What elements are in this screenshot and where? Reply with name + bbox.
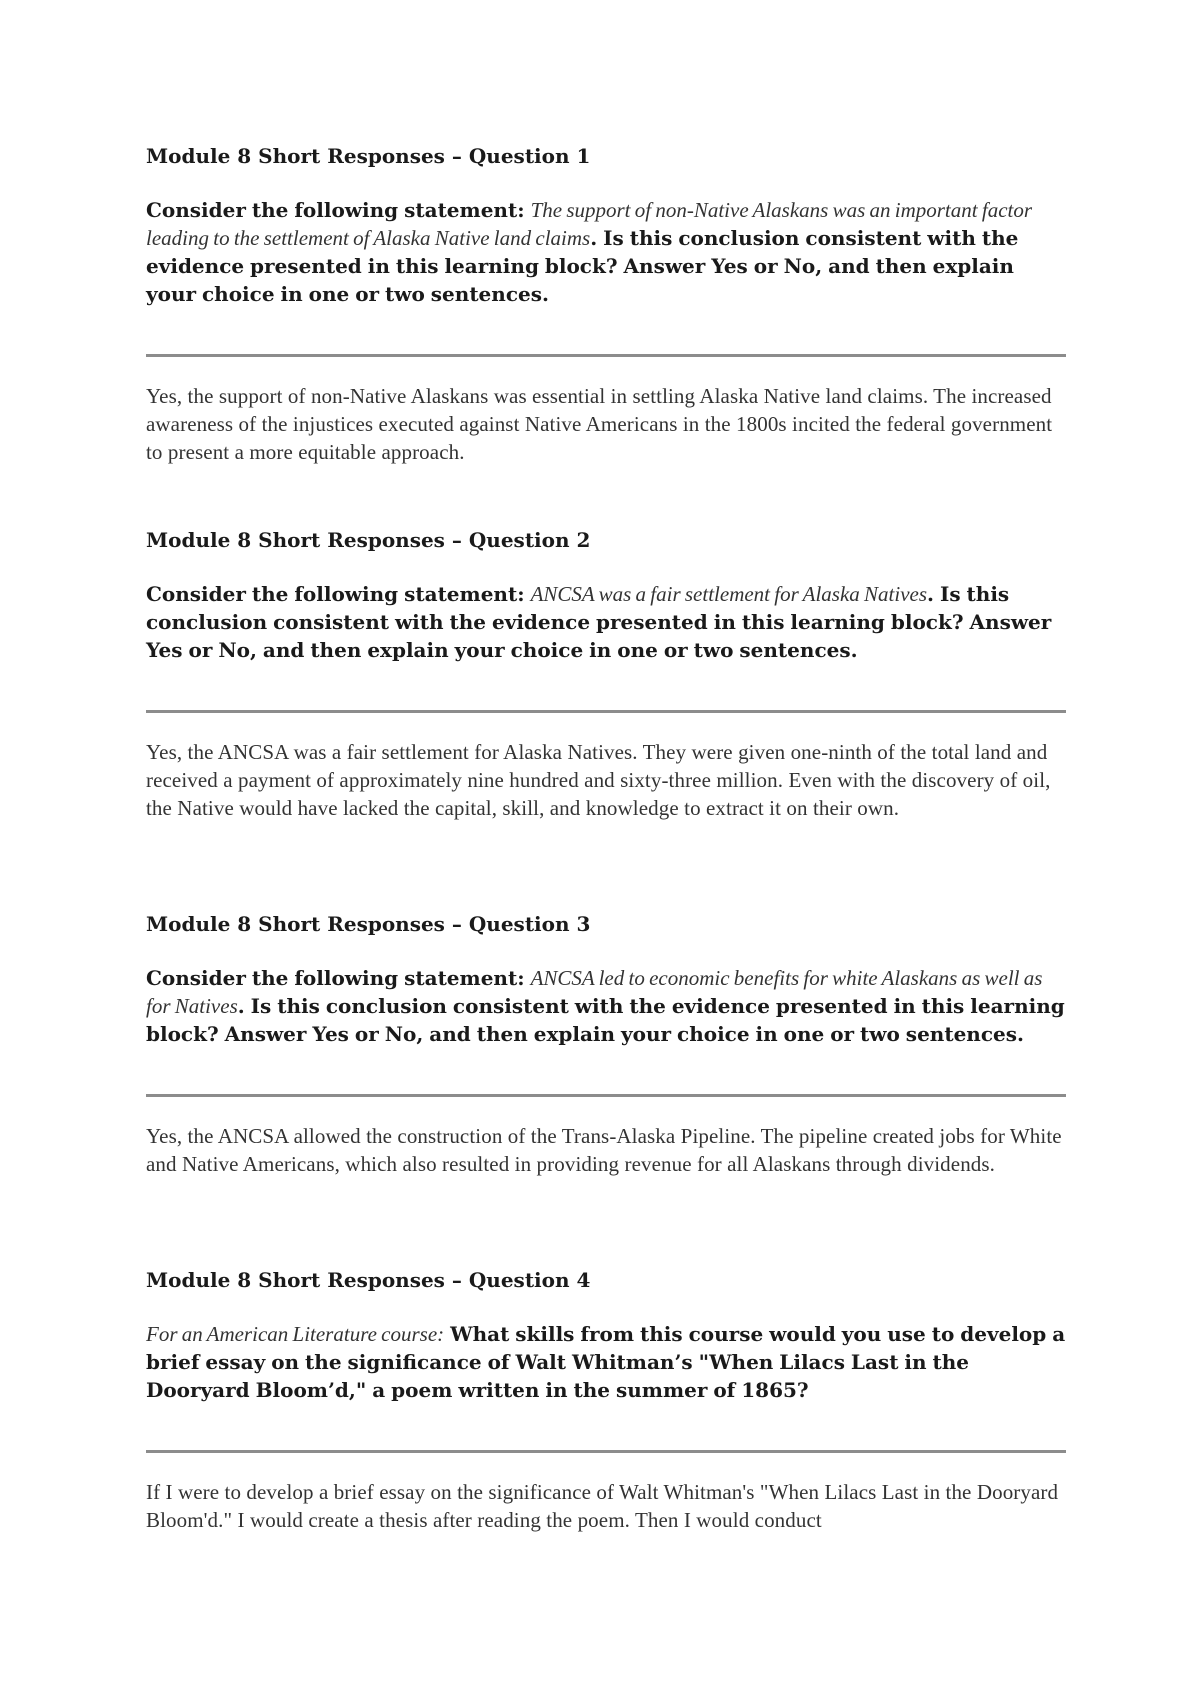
question-3-section [146, 910, 1066, 1048]
question-3-answer: Yes, the ANCSA allowed the construction of the Trans-Alaska Pipeline. The pipeline created jobs for White and Native Americans, which also resulted in providing revenue for all Alaskans through dividends. [146, 1124, 1062, 1176]
question-3-answer-section [146, 1122, 1066, 1178]
question-2-answer-section [146, 738, 1066, 822]
question-4-course-context: For an American Literature course: [146, 1322, 445, 1346]
question-4-divider [146, 1450, 1066, 1453]
question-2-lead: Consider the following statement: [146, 582, 525, 606]
question-1-section [146, 142, 1066, 308]
question-3-statement: ANCSA led to economic benefits for white Alaskans as well as for Natives [146, 966, 1043, 1018]
question-4-instruction: What skills from this course would you use to develop a brief essay on the significance of Walt Whitman’s "When Lilacs Last in the Dooryard Bloom’d," a poem written in the summer of 1865? [146, 1322, 1066, 1402]
question-3-divider [146, 1094, 1066, 1097]
question-4-answer: If I were to develop a brief essay on the significance of Walt Whitman's "When Lilacs Last in the Dooryard Bloom'd." I would create a thesis after reading the poem. Then I would conduct [146, 1480, 1059, 1532]
question-1-divider [146, 354, 1066, 357]
question-1-statement: The support of non-Native Alaskans was an important factor leading to the settlement of Alaska Native land claims [146, 198, 1033, 250]
question-2-heading: Module 8 Short Responses – Question 2 [146, 528, 591, 552]
question-1-lead: Consider the following statement: [146, 198, 525, 222]
question-4-prompt [146, 1320, 1066, 1404]
question-2-section [146, 526, 1066, 664]
question-1-prompt [146, 196, 1066, 308]
question-1-answer: Yes, the support of non-Native Alaskans was essential in settling Alaska Native land claims. The increased awareness of the injustices executed against Native Americans in the 1800s incited the federal government to present a more equitable approach. [146, 384, 1053, 464]
question-2-answer: Yes, the ANCSA was a fair settlement for Alaska Natives. They were given one-ninth of the total land and received a payment of approximately nine hundred and sixty-three million. Even with the discovery of oil, the Native would have lacked the capital, skill, and knowledge to extract it on their own. [146, 740, 1051, 820]
question-1-answer-section [146, 382, 1066, 466]
question-3-instruction: . Is this conclusion consistent with the evidence presented in this learning block? Answer Yes or No, and then explain your choice in one or two sentences. [146, 994, 1065, 1046]
question-2-prompt [146, 580, 1066, 664]
question-1-instruction: . Is this conclusion consistent with the evidence presented in this learning block? Answer Yes or No, and then explain your choice in one or two sentences. [146, 226, 1019, 306]
question-2-instruction: . Is this conclusion consistent with the evidence presented in this learning block? Answer Yes or No, and then explain your choice in one or two sentences. [146, 582, 1052, 662]
question-4-heading: Module 8 Short Responses – Question 4 [146, 1268, 591, 1292]
question-3-heading: Module 8 Short Responses – Question 3 [146, 912, 591, 936]
question-1-heading: Module 8 Short Responses – Question 1 [146, 144, 591, 168]
question-3-lead: Consider the following statement: [146, 966, 525, 990]
question-3-prompt [146, 964, 1066, 1048]
question-4-answer-section [146, 1478, 1066, 1534]
question-4-section [146, 1266, 1066, 1404]
question-2-divider [146, 710, 1066, 713]
question-2-statement: ANCSA was a fair settlement for Alaska Natives [530, 582, 928, 606]
